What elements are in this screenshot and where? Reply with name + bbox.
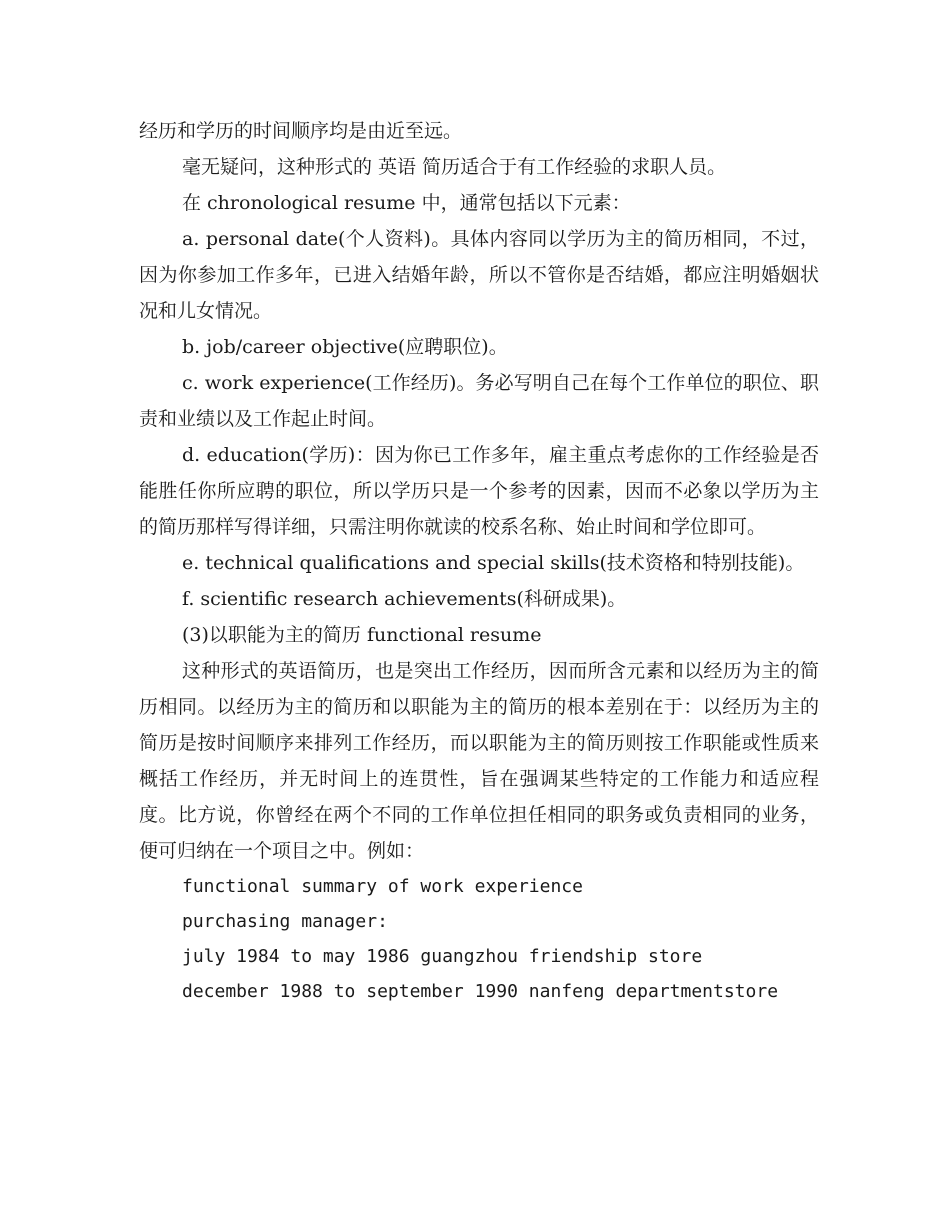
section-heading-functional-resume: (3)以职能为主的简历 functional resume [182,624,542,646]
example-line-job-1: july 1984 to may 1986 guangzhou friendship store [182,946,703,967]
paragraph-item-f: f. scientific research achievements(科研成果)。 [182,588,627,610]
document-body [139,113,819,1009]
paragraph-elements-intro: 在 chronological resume 中，通常包括以下元素： [182,192,631,214]
paragraph-item-e: e. technical qualifications and special skills(技术资格和特别技能)。 [182,552,805,574]
paragraph-item-c: c. work experience(工作经历)。务必写明自己在每个工作单位的职位、职责和业绩以及工作起止时间。 [139,372,819,430]
paragraph-functional-description: 这种形式的英语简历，也是突出工作经历，因而所含元素和以经历为主的简历相同。以经历为主的简历和以职能为主的简历的根本差别在于：以经历为主的简历是按时间顺序来排列工作经历，而以职能为主的简历则按工作职能或性质来概括工作经历，并无时间上的连贯性，旨在强调某些特定的工作能力和适应程度。比方说，你曾经在两个不同的工作单位担任相同的职务或负责相同的业务，便可归纳在一个项目之中。例如： [139,660,819,862]
paragraph-suitability: 毫无疑问，这种形式的 英语 简历适合于有工作经验的求职人员。 [182,156,727,178]
example-line-position: purchasing manager: [182,911,388,932]
paragraph-item-a: a. personal date(个人资料)。具体内容同以学历为主的简历相同，不过，因为你参加工作多年，已进入结婚年龄，所以不管你是否结婚，都应注明婚姻状况和儿女情况。 [139,228,819,322]
example-line-summary: functional summary of work experience [182,876,583,897]
example-line-job-2: december 1988 to september 1990 nanfeng departmentstore [182,981,779,1002]
paragraph-continuation: 经历和学历的时间顺序均是由近至远。 [139,120,463,142]
paragraph-item-b: b. job/career objective(应聘职位)。 [182,336,508,358]
paragraph-item-d: d. education(学历)：因为你已工作多年，雇主重点考虑你的工作经验是否能胜任你所应聘的职位，所以学历只是一个参考的因素，因而不必象以学历为主的简历那样写得详细，只需注明你就读的校系名称、始止时间和学位即可。 [139,444,819,538]
